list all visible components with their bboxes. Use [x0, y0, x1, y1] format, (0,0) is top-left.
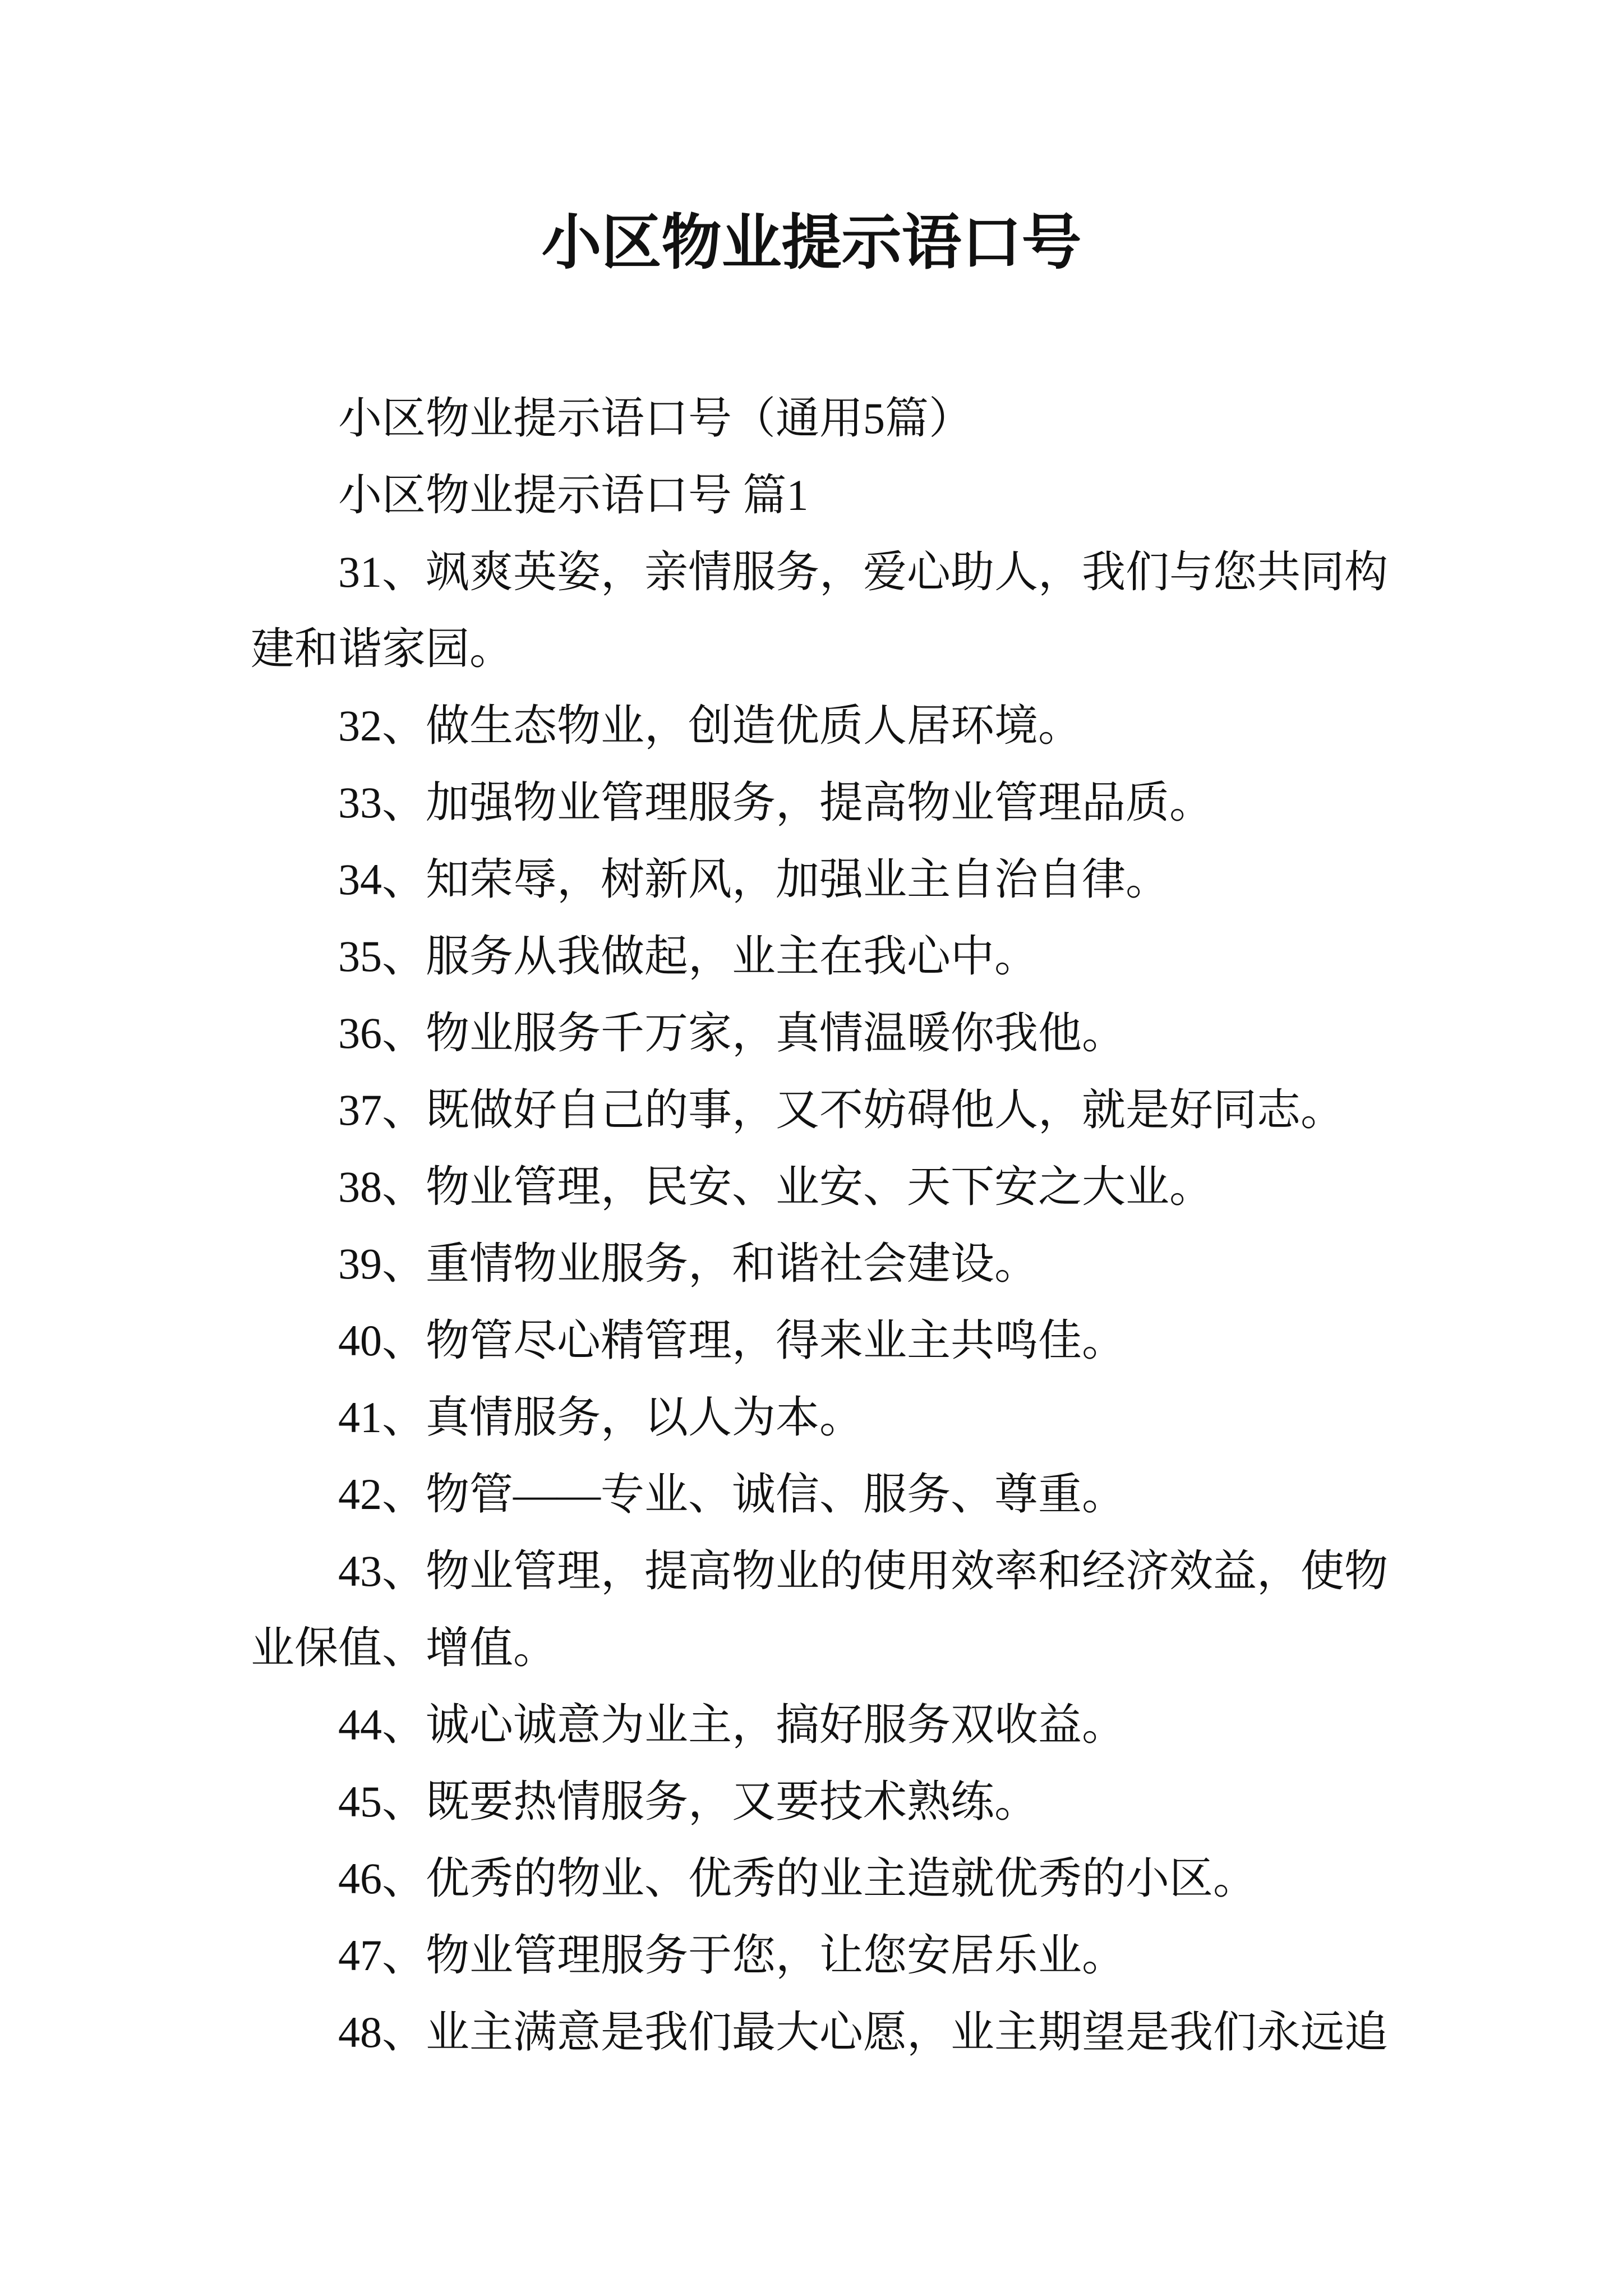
paragraph: 35、服务从我做起，业主在我心中。 — [338, 932, 1039, 981]
paragraph: 38、物业管理，民安、业安、天下安之大业。 — [338, 1162, 1214, 1211]
paragraph: 43、物业管理，提高物业的使用效率和经济效益，使物业保值、增值。 — [251, 1547, 1389, 1672]
paragraph: 39、重情物业服务，和谐社会建设。 — [338, 1239, 1039, 1288]
document-body — [251, 380, 1395, 2070]
paragraph: 46、优秀的物业、优秀的业主造就优秀的小区。 — [338, 1854, 1257, 1903]
paragraph: 34、知荣辱，树新风，加强业主自治自律。 — [338, 855, 1170, 904]
paragraph-subtitle: 小区物业提示语口号（通用5篇） — [338, 394, 973, 443]
paragraph: 33、加强物业管理服务，提高物业管理品质。 — [338, 778, 1214, 827]
paragraph: 36、物业服务千万家，真情温暖你我他。 — [338, 1009, 1126, 1057]
paragraph: 31、飒爽英姿，亲情服务，爱心助人，我们与您共同构建和谐家园。 — [251, 547, 1389, 673]
paragraph: 41、真情服务，以人为本。 — [338, 1393, 864, 1442]
paragraph: 45、既要热情服务，又要技术熟练。 — [338, 1777, 1039, 1826]
paragraph: 40、物管尽心精管理，得来业主共鸣佳。 — [338, 1316, 1126, 1365]
paragraph: 37、既做好自己的事，又不妨碍他人，就是好同志。 — [338, 1085, 1345, 1134]
paragraph: 48、业主满意是我们最大心愿，业主期望是我们永远追 — [338, 2008, 1389, 2056]
paragraph: 42、物管——专业、诚信、服务、尊重。 — [338, 1470, 1126, 1519]
paragraph: 32、做生态物业，创造优质人居环境。 — [338, 701, 1082, 750]
document-title: 小区物业提示语口号 — [541, 210, 1082, 277]
paragraph: 47、物业管理服务于您，让您安居乐业。 — [338, 1931, 1126, 1980]
paragraph: 44、诚心诚意为业主，搞好服务双收益。 — [338, 1700, 1126, 1749]
paragraph-section-heading: 小区物业提示语口号 篇1 — [338, 471, 809, 519]
